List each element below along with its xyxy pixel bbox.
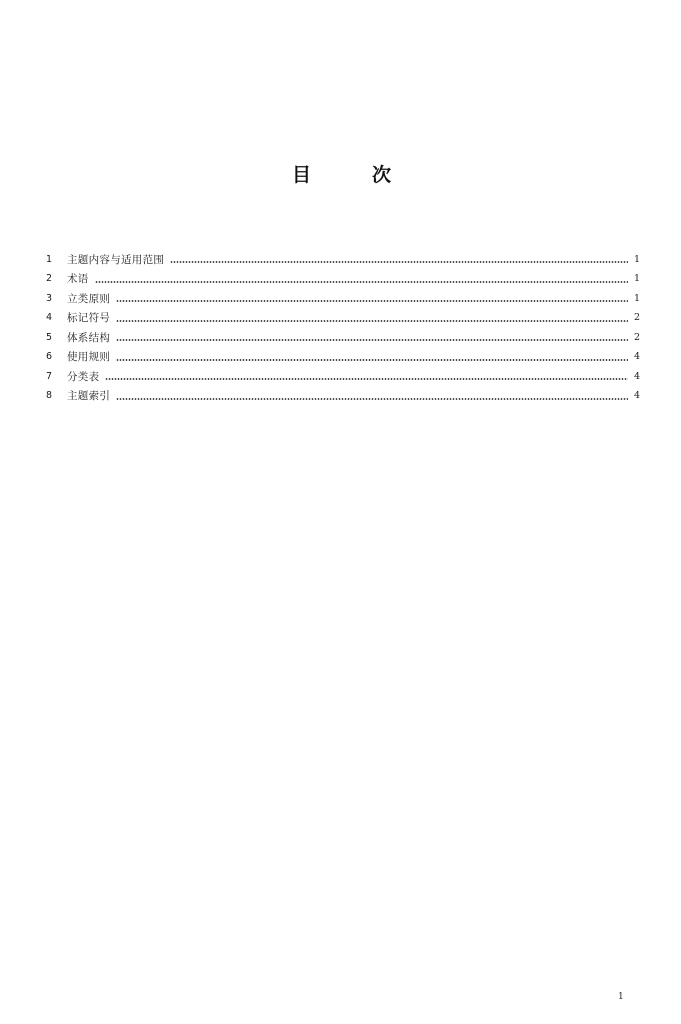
toc-entry-number: 5 — [46, 331, 53, 343]
title-char-2: 次 — [372, 164, 392, 186]
toc-entry[interactable] — [46, 250, 640, 270]
toc-entry-number: 6 — [46, 351, 53, 363]
toc-entry-page: 2 — [633, 312, 640, 324]
toc-entry-page: 4 — [633, 390, 640, 402]
toc-entry-title: 分类表 — [67, 370, 100, 383]
toc-entry-page: 4 — [633, 351, 640, 363]
toc-entry-title: 体系结构 — [67, 331, 111, 344]
toc-entry-number: 4 — [46, 312, 53, 324]
toc-entry[interactable] — [46, 270, 640, 290]
toc-entry-page: 1 — [633, 292, 640, 304]
page-title — [0, 163, 681, 191]
toc-entry[interactable] — [46, 348, 640, 368]
toc-entry-title: 立类原则 — [67, 292, 111, 305]
dot-leader — [116, 339, 628, 341]
dot-leader — [116, 398, 628, 400]
toc-entry[interactable] — [46, 289, 640, 309]
title-char-1: 目 — [292, 164, 312, 186]
toc-entry-page: 4 — [633, 370, 640, 382]
toc-entry-title: 主题内容与适用范围 — [67, 253, 165, 266]
toc-entry-page: 2 — [633, 331, 640, 343]
toc-entry-number: 1 — [46, 253, 53, 265]
toc-entry-page: 1 — [633, 253, 640, 265]
dot-leader — [95, 281, 628, 283]
toc-entry-number: 8 — [46, 390, 53, 402]
dot-leader — [116, 359, 628, 361]
toc-entry-title: 使用规则 — [67, 351, 111, 364]
dot-leader — [170, 261, 628, 263]
dot-leader — [116, 300, 628, 302]
toc-entry[interactable] — [46, 387, 640, 407]
dot-leader — [105, 378, 628, 380]
toc-entry[interactable] — [46, 367, 640, 387]
toc-entry-number: 2 — [46, 273, 53, 285]
toc-entry[interactable] — [46, 309, 640, 329]
toc-entry-number: 7 — [46, 370, 53, 382]
table-of-contents — [46, 250, 640, 406]
toc-entry-title: 标记符号 — [67, 312, 111, 325]
toc-entry-title: 术语 — [67, 273, 89, 286]
toc-entry-page: 1 — [633, 273, 640, 285]
page-number: 1 — [618, 992, 624, 1002]
toc-entry-number: 3 — [46, 292, 53, 304]
dot-leader — [116, 320, 628, 322]
toc-entry-title: 主题索引 — [67, 390, 111, 403]
toc-entry[interactable] — [46, 328, 640, 348]
